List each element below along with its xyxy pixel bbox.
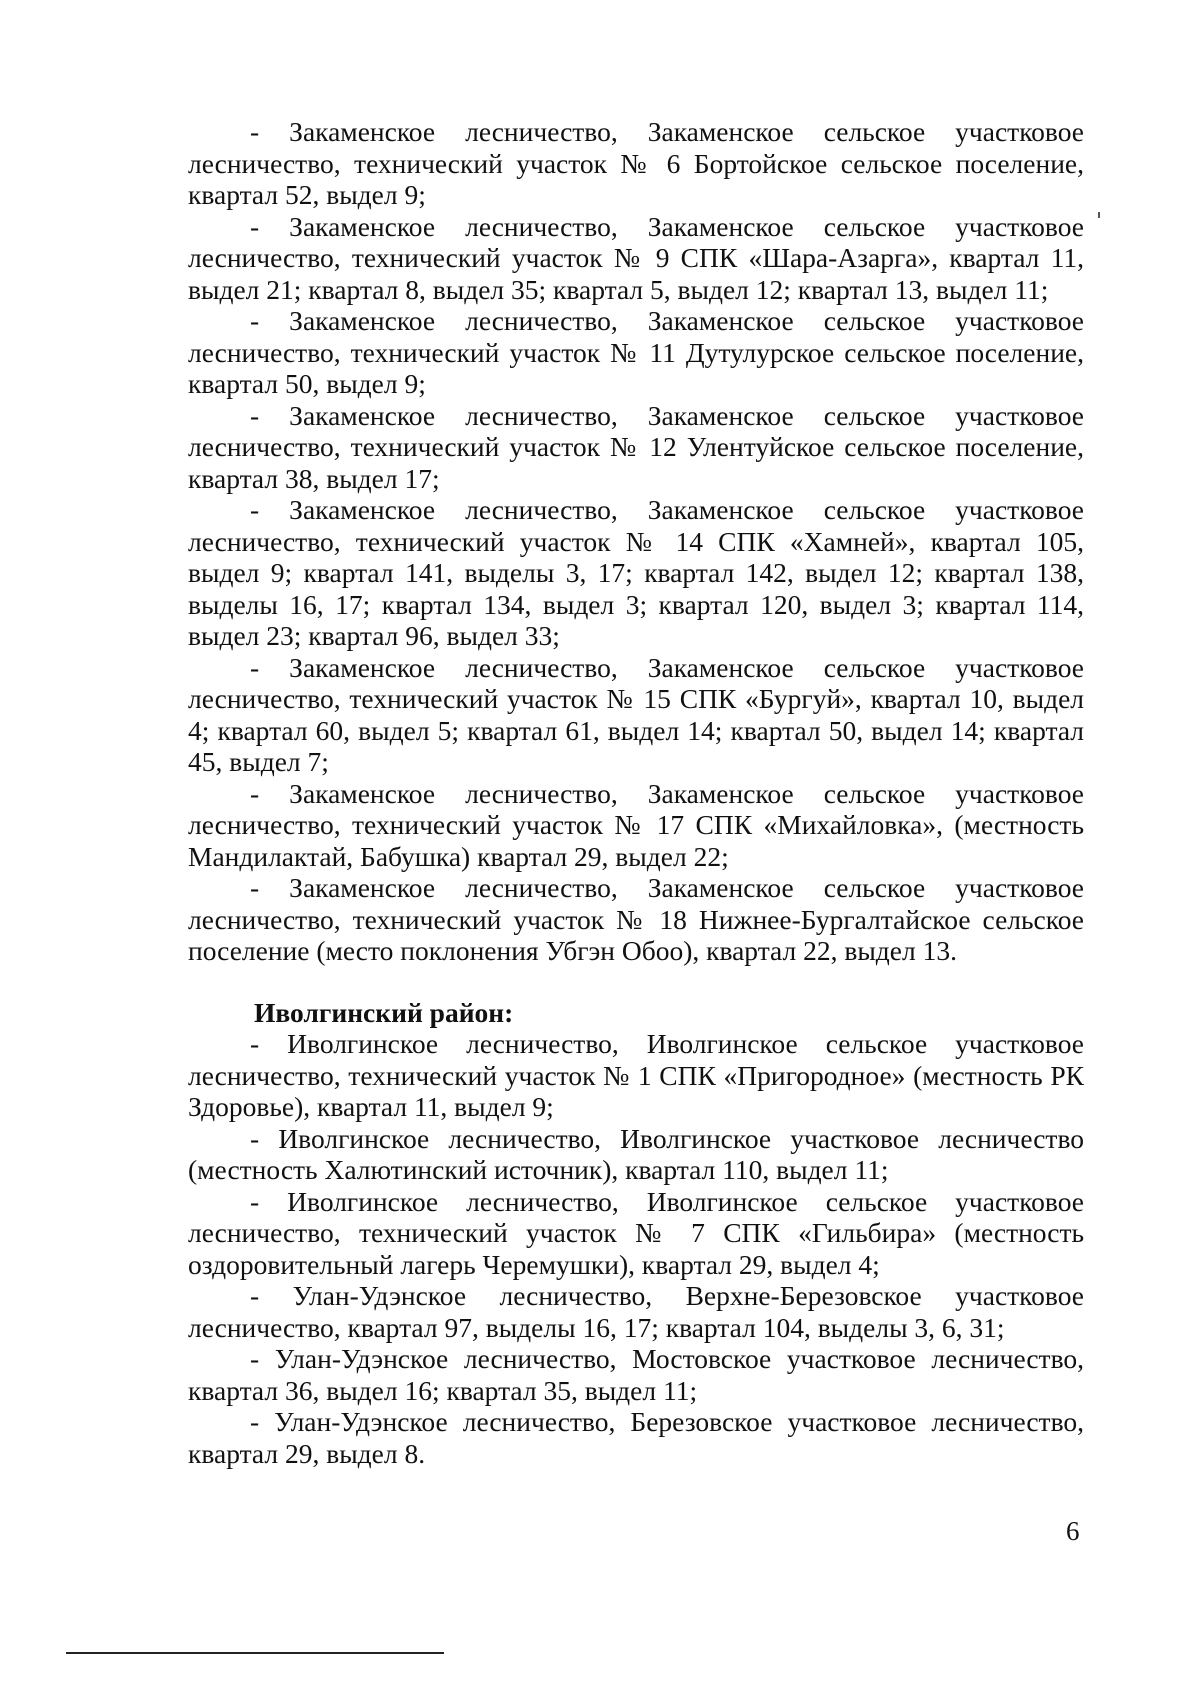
document-body (188, 116, 1084, 1469)
list-item: - Иволгинское лесничество, Иволгинское сельское участковое лесничество, технический участок № 1 СПК «Пригородное» (местность РК Здоровье), квартал 11, выдел 9; (188, 1028, 1084, 1122)
page-number: 6 (1066, 1516, 1080, 1546)
section-heading: Иволгинский район: (254, 996, 514, 1028)
list-item: - Закаменское лесничество, Закаменское сельское участковое лесничество, технический участок № 12 Улентуйское сельское поселение, квартал 38, выдел 17; (188, 399, 1084, 494)
list-item: - Закаменское лесничество, Закаменское сельское участковое лесничество, технический участок № 17 СПК «Михайловка», (местность Мандилактай, Бабушка) квартал 29, выдел 22; (188, 777, 1084, 872)
list-item: - Иволгинское лесничество, Иволгинское сельское участковое лесничество, технический участок № 7 СПК «Гильбира» (местность оздоровительный лагерь Черемушки), квартал 29, выдел 4; (188, 1185, 1084, 1280)
list-item: - Закаменское лесничество, Закаменское сельское участковое лесничество, технический участок № 6 Бортойское сельское поселение, квартал 52, выдел 9; (188, 116, 1084, 210)
list-item: - Закаменское лесничество, Закаменское сельское участковое лесничество, технический участок № 11 Дутулурское сельское поселение, квартал 50, выдел 9; (188, 305, 1084, 399)
list-item: - Улан-Удэнское лесничество, Верхне-Березовское участковое лесничество, квартал 97, выделы 16, 17; квартал 104, выделы 3, 6, 31; (188, 1280, 1084, 1343)
scan-speck (1098, 212, 1100, 218)
list-item: - Закаменское лесничество, Закаменское сельское участковое лесничество, технический участок № 14 СПК «Хамней», квартал 105, выдел 9; квартал 141, выделы 3, 17; квартал 142, выдел 12; квартал 138, выделы 16, 17; квартал 134, выдел 3; квартал 120, выдел 3; квартал 114, выдел 23; квартал 96, выдел 33; (188, 494, 1084, 651)
list-item: - Закаменское лесничество, Закаменское сельское участковое лесничество, технический участок № 15 СПК «Бургуй», квартал 10, выдел 4; квартал 60, выдел 5; квартал 61, выдел 14; квартал 50, выдел 14; квартал 45, выдел 7; (188, 651, 1084, 777)
list-item: - Улан-Удэнское лесничество, Березовское участковое лесничество, квартал 29, выдел 8. (188, 1406, 1084, 1469)
list-item: - Иволгинское лесничество, Иволгинское участковое лесничество (местность Халютинский источник), квартал 110, выдел 11; (188, 1122, 1084, 1185)
list-item: - Закаменское лесничество, Закаменское сельское участковое лесничество, технический участок № 18 Нижнее-Бургалтайское сельское поселение (место поклонения Убгэн Обоо), квартал 22, выдел 13. (188, 872, 1084, 966)
list-item: - Закаменское лесничество, Закаменское сельское участковое лесничество, технический участок № 9 СПК «Шара-Азарга», квартал 11, выдел 21; квартал 8, выдел 35; квартал 5, выдел 12; квартал 13, выдел 11; (188, 210, 1084, 305)
list-item: - Улан-Удэнское лесничество, Мостовское участковое лесничество, квартал 36, выдел 16; квартал 35, выдел 11; (188, 1343, 1084, 1406)
footer-divider (66, 1652, 444, 1654)
